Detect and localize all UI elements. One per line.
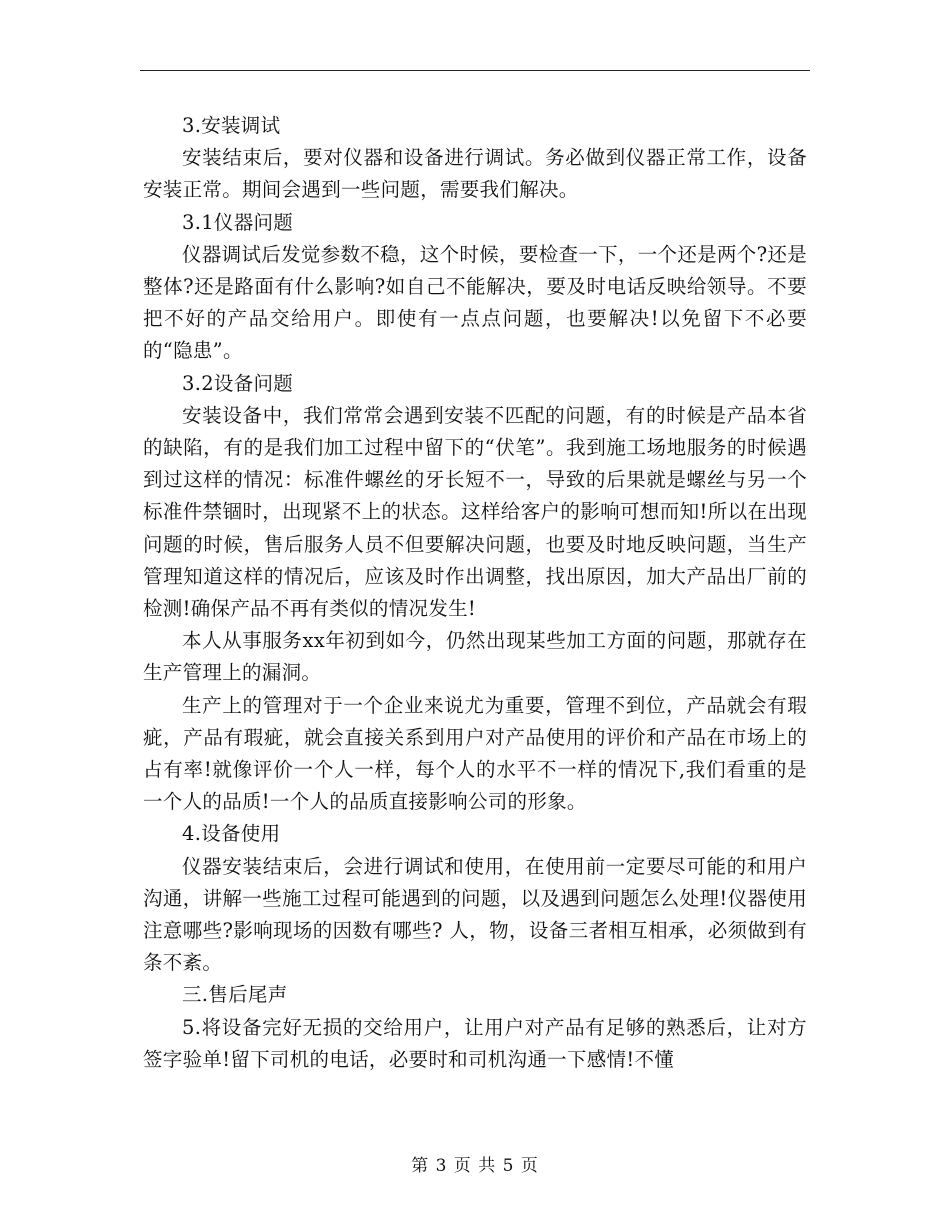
paragraph-install-debug: 安装结束后，要对仪器和设备进行调试。务必做到仪器正常工作，设备安装正常。期间会遇到一些问题，需要我们解决。 — [143, 146, 807, 202]
section-heading-equipment-usage: 4.设备使用 — [182, 822, 281, 846]
paragraph-equipment-usage: 仪器安装结束后，会进行调试和使用，在使用前一定要尽可能的和用户沟通，讲解一些施工过程可能遇到的问题，以及遇到问题怎么处理!仪器使用注意哪些?影响现场的因数有哪些? 人，物，设备三者相互相承，必须做到有条不紊。 — [143, 854, 807, 975]
page-number: 第 3 页 共 5 页 — [411, 1156, 539, 1176]
section-heading-install-debug: 3.安装调试 — [182, 114, 281, 137]
paragraph-service-experience: 本人从事服务xx年初到如今，仍然出现某些加工方面的问题，那就存在生产管理上的漏洞。 — [143, 629, 807, 685]
section-heading-instrument-issues: 3.1仪器问题 — [182, 210, 294, 234]
paragraph-handover: 5.将设备完好无损的交给用户，让用户对产品有足够的熟悉后，让对方签字验单!留下司机的电话，必要时和司机沟通一下感情!不懂 — [143, 1015, 807, 1071]
document-body — [143, 110, 807, 1076]
paragraph-instrument-issues: 仪器调试后发觉参数不稳，这个时候，要检查一下，一个还是两个?还是整体?还是路面有什么影响?如自己不能解决，要及时电话反映给领导。不要把不好的产品交给用户。即使有一点点问题，也要解决!以免留下不必要的“隐患”。 — [143, 242, 807, 363]
header-rule — [140, 70, 810, 71]
section-heading-equipment-issues: 3.2设备问题 — [182, 371, 294, 395]
paragraph-production-management: 生产上的管理对于一个企业来说尤为重要，管理不到位，产品就会有瑕疵，产品有瑕疵，就会直接关系到用户对产品使用的评价和产品在市场上的占有率!就像评价一个人一样，每个人的水平不一样的情况下,我们看重的是一个人的品质!一个人的品质直接影响公司的形象。 — [143, 693, 807, 814]
section-heading-after-sales-end: 三.售后尾声 — [182, 983, 288, 1007]
paragraph-equipment-issues: 安装设备中，我们常常会遇到安装不匹配的问题，有的时候是产品本省的缺陷，有的是我们加工过程中留下的“伏笔”。我到施工场地服务的时候遇到过这样的情况：标准件螺丝的牙长短不一，导致的后果就是螺丝与另一个标准件禁锢时，出现紧不上的状态。这样给客户的影响可想而知!所以在出现问题的时候，售后服务人员不但要解决问题，也要及时地反映问题，当生产管理知道这样的情况后，应该及时作出调整，找出原因，加大产品出厂前的检测!确保产品不再有类似的情况发生! — [143, 403, 807, 621]
